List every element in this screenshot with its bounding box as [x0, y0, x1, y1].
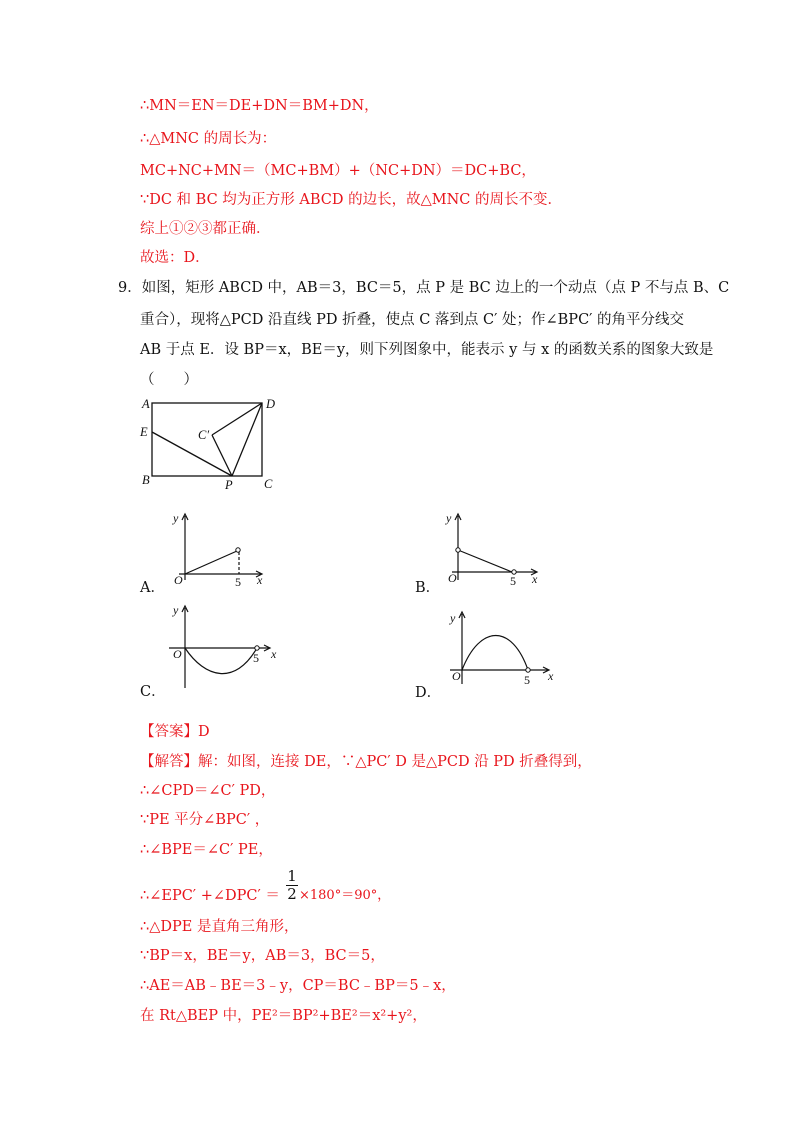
label-a: A: [142, 397, 150, 411]
d-five: 5: [524, 673, 530, 687]
answer-line-2: ∴∠CPD＝∠C′ PD，: [140, 783, 276, 799]
b-axis-x: x: [532, 572, 538, 586]
answer-line-8: ∴AE＝AB﹣BE＝3﹣y，CP＝BC﹣BP＝5﹣x，: [140, 978, 456, 994]
option-b-label: B．: [415, 580, 441, 596]
c-axis-y: y: [173, 603, 179, 617]
a-axis-x: x: [257, 573, 263, 587]
option-c-label: C．: [140, 684, 166, 700]
solution-line-6: 故选：D．: [140, 250, 210, 266]
option-d-graph: [440, 606, 560, 688]
d-axis-x: x: [548, 669, 554, 683]
question-line-1: 9．如图，矩形 ABCD 中，AB＝3，BC＝5，点 P 是 BC 边上的一个动点（点 P 不与点 B、C: [118, 280, 730, 296]
answer-line-9: 在 Rt△BEP 中，PE²＝BP²+BE²＝x²+y²，: [140, 1008, 427, 1024]
answer-label: 【答案】D: [140, 724, 210, 740]
label-d: D: [266, 397, 276, 411]
answer-line-6: ∴△DPE 是直角三角形，: [140, 919, 299, 935]
answer-line-7: ∵BP＝x，BE＝y，AB＝3，BC＝5，: [140, 948, 385, 964]
option-a-graph: [165, 508, 275, 590]
question-blank: （ ）: [140, 372, 198, 388]
b-axis-y: y: [446, 511, 452, 525]
option-d-label: D．: [415, 685, 442, 701]
solution-line-2: ∴△MNC 的周长为：: [140, 131, 277, 147]
answer-line-5-pre: ∴∠EPC′ +∠DPC′ ＝: [140, 888, 280, 904]
b-five: 5: [510, 574, 516, 588]
solution-line-1: ∴MN＝EN＝DE+DN＝BM+DN，: [140, 98, 379, 114]
question-line-3: AB 于点 E．设 BP＝x，BE＝y，则下列图象中，能表示 y 与 x 的函数关系的图象大致是: [140, 342, 714, 358]
d-axis-y: y: [450, 611, 456, 625]
label-p: P: [225, 478, 233, 492]
option-a-label: A．: [140, 580, 165, 596]
fraction-numerator: 1: [287, 867, 297, 885]
a-axis-y: y: [173, 511, 179, 525]
solution-line-3: MC+NC+MN＝（MC+BM）+（NC+DN）＝DC+BC，: [140, 163, 536, 179]
question-line-2: 重合），现将△PCD 沿直线 PD 折叠，使点 C 落到点 C′ 处；作∠BPC′ 的角平分线交: [140, 312, 685, 328]
a-origin: O: [174, 573, 183, 587]
answer-line-1: 【解答】解：如图，连接 DE，∵△PC′ D 是△PCD 沿 PD 折叠得到，: [140, 754, 592, 770]
c-five: 5: [253, 651, 259, 665]
label-e: E: [140, 425, 148, 439]
label-c: C: [264, 477, 273, 491]
option-b-graph: [440, 508, 550, 590]
c-origin: O: [173, 647, 182, 661]
answer-line-3: ∵PE 平分∠BPC′ ，: [140, 812, 270, 828]
answer-line-5-post: ×180°＝90°，: [299, 888, 391, 903]
fraction-denominator: 2: [287, 885, 297, 903]
b-origin: O: [448, 571, 457, 585]
label-c-prime: C′: [198, 428, 210, 442]
label-b: B: [142, 473, 150, 487]
option-c-graph: [165, 600, 285, 692]
d-origin: O: [452, 669, 461, 683]
solution-line-5: 综上①②③都正确．: [140, 221, 271, 237]
a-five: 5: [235, 575, 241, 589]
fraction: [285, 868, 299, 902]
c-axis-x: x: [271, 647, 277, 661]
solution-line-4: ∵DC 和 BC 均为正方形 ABCD 的边长，故△MNC 的周长不变．: [140, 192, 563, 208]
rectangle-figure: [130, 392, 290, 494]
answer-line-4: ∴∠BPE＝∠C′ PE，: [140, 842, 273, 858]
